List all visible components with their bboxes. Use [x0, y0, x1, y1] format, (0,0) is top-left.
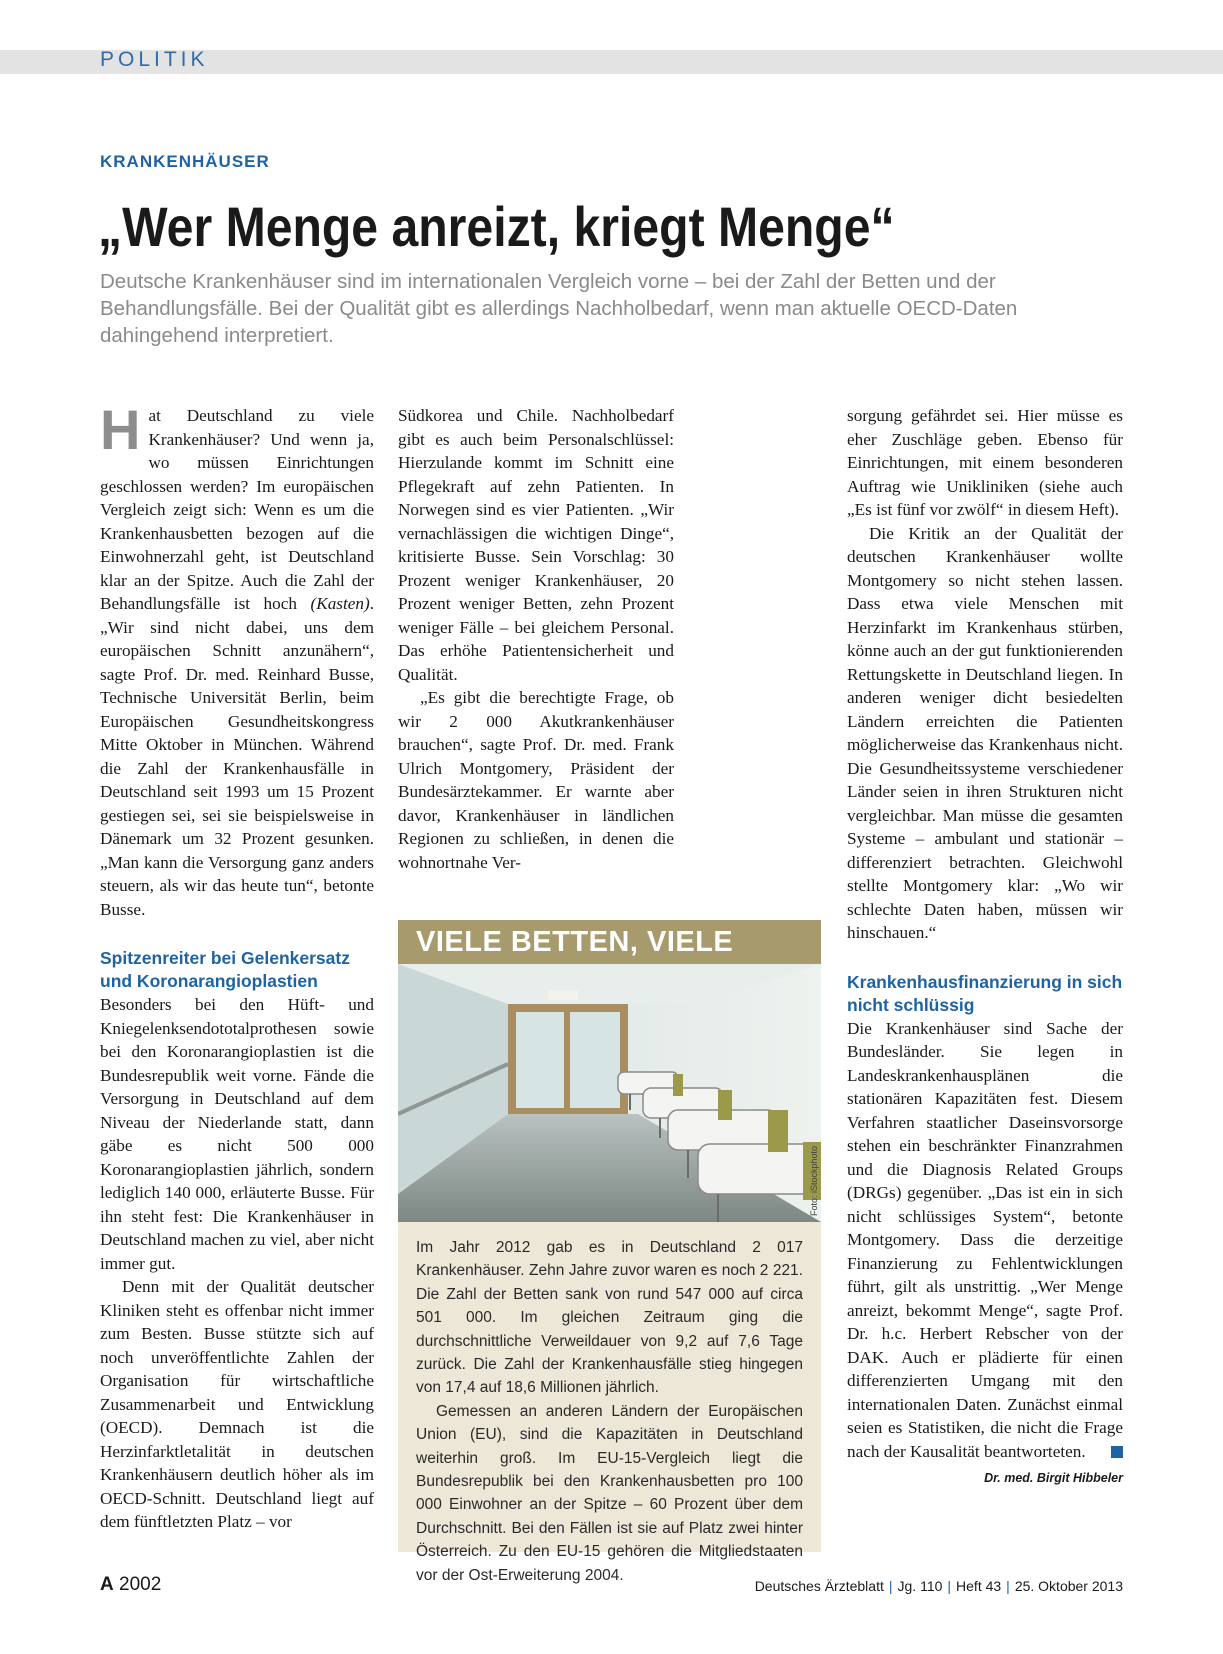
journal-name: Deutsches Ärzteblatt	[754, 1578, 884, 1594]
paragraph: Denn mit der Qualität deutscher Kliniken steht es offenbar nicht immer zum Besten. Busse stützte sich auf noch unveröffentlichte Zahlen der Organisation für wirtschaftliche Zusammenarbeit und Entwicklung (OECD). Demnach ist die Herzinfarktletalität in deutschen Krankenhäusern deutlich höher als im OECD-Schnitt. Deutschland liegt auf dem fünftletzten Platz – vor	[100, 1277, 374, 1531]
article-lead: Deutsche Krankenhäuser sind im internationalen Vergleich vorne – bei der Zahl der Betten und der Behandlungsfälle. Bei der Qualität gibt es allerdings Nachholbedarf, wenn man aktuelle OECD-Daten dahingehend interpretiert.	[100, 270, 1018, 347]
separator: |	[947, 1578, 952, 1594]
paragraph: Die Krankenhäuser sind Sache der Bundesländer. Sie legen in Landeskrankenhausplänen die stationären Kapazitäten fest. Diesem Verfahren staatlicher Daseinsvorsorge stehen ein beschränkter Finanzrahmen und die Diagnosis Related Groups (DRGs) gegenüber. „Das ist ein in sich nicht schlüssiges System“, betonte Montgomery. Dass die derzeitige Finanzierung zu Fehlentwicklungen führt, gilt als unstrittig. „Wer Menge anreizt, bekommt Menge“, sagte Prof. Dr. h.c. Herbert Rebscher von der DAK. Auch er plädierte für einen differenzierten Umgang mit den internationalen Daten. Zunächst einmal seien es Statistiken, die nicht die Frage nach der Kausalität beantworteten.	[847, 1018, 1123, 1461]
paragraph: Gemessen an anderen Ländern der Europäischen Union (EU), sind die Kapazitäten in Deutschland weiterhin groß. Im EU-15-Vergleich liegt die Bundesrepublik bei den Krankenhausbetten pro 100 000 Einwohner an der Spitze – 60 Prozent über dem Durchschnitt. Bei den Fällen ist sie auf Platz zwei hinter Österreich. Zu den EU-15 gehören die Mitgliedstaaten vor der Ost-Erweiterung 2004.	[416, 1402, 803, 1584]
text-column-2	[398, 404, 674, 874]
section-label: POLITIK	[100, 48, 209, 71]
info-box-text	[398, 1222, 821, 1587]
box-reference: (Kasten)	[310, 594, 370, 613]
article-kicker: KRANKENHÄUSER	[100, 152, 270, 171]
separator: |	[1006, 1578, 1010, 1594]
photo-credit: Foto: iStockphoto	[809, 1145, 819, 1216]
drop-cap: H	[100, 398, 141, 461]
paragraph: Im Jahr 2012 gab es in Deutschland 2 017 Krankenhäuser. Zehn Jahre zuvor waren es noch 2 221. Die Zahl der Betten sank von rund 547 000 auf circa 501 000. Im gleichen Zeitraum ging die durchschnittliche Verweildauer von 9,2 auf 7,6 Tage zurück. Die Zahl der Krankenhausfälle stieg hingegen von 17,4 auf 18,6 Millionen jährlich.	[416, 1239, 803, 1397]
paragraph: sorgung gefährdet sei. Hier müsse es eher Zuschläge geben. Ebenso für Einrichtungen, mit einem besonderen Auftrag wie Unikliniken (siehe auch „Es ist fünf vor zwölf“ in diesem Heft).	[847, 406, 1123, 519]
journal-issue: Heft 43	[956, 1578, 1002, 1594]
text-column-1	[100, 398, 375, 1534]
hospital-corridor-photo	[398, 964, 821, 1222]
page-number: A 2002	[100, 1574, 162, 1595]
paragraph: „Es gibt die berechtigte Frage, ob wir 2 000 Akutkrankenhäuser brauchen“, sagte Prof. Dr. med. Frank Ulrich Montgomery, Präsident der Bundesärztekammer. Er warnte aber davor, Krankenhäuser in ländlichen Regionen zu schließen, in denen die wohnortnahe Ver-	[398, 688, 674, 872]
subheading-1: Spitzenreiter bei Gelenkersatz und Koronarangioplastien	[100, 948, 350, 991]
paragraph: Besonders bei den Hüft- und Kniegelenksendototalprothesen sowie bei den Koronarangioplastien ist die Bundesrepublik weit vorne. Fände die Versorgung in Deutschland auf dem Niveau der Niederlande statt, dann gäbe es nicht 500 000 Koronarangioplastien jährlich, sondern lediglich 140 000, erläuterte Busse. Für ihn steht fest: Die Krankenhäuser in Deutschland machen zu viel, aber nicht immer gut.	[100, 995, 374, 1273]
separator: |	[888, 1578, 893, 1594]
paragraph: Südkorea und Chile. Nachholbedarf gibt es auch beim Personalschlüssel: Hierzulande kommt im Schnitt eine Pflegekraft auf zehn Patienten. In Norwegen sind es vier Patienten. „Wir vernachlässigen die wichtigen Dinge“, kritisierte Busse. Sein Vorschlag: 30 Prozent weniger Krankenhäuser, 20 Prozent weniger Betten, zehn Prozent weniger Fälle – bei gleichem Personal. Das erhöhe Patientensicherheit und Qualität.	[398, 406, 674, 684]
journal-info	[755, 1578, 1123, 1594]
article-headline: „Wer Menge anreizt, kriegt Menge“	[98, 195, 895, 258]
hospital-corridor-illustration	[398, 964, 821, 1222]
paragraph: Hat Deutschland zu viele Krankenhäuser? Und wenn ja, wo müssen Einrichtungen geschlossen werden? Im europäischen Vergleich zeigt sich: Wenn es um die Krankenhausbetten bezogen auf die Einwohnerzahl geht, ist Deutschland klar an der Spitze. Auch die Zahl der Behandlungsfälle ist hoch (Kasten). „Wir sind nicht dabei, uns dem europäischen Schnitt anzunähern“, sagte Prof. Dr. med. Reinhard Busse, Technische Universität Berlin, beim Europäischen Gesundheitskongress Mitte Oktober in München. Während die Zahl der Krankenhausfälle in Deutschland seit 1993 um 15 Prozent gestiegen sei, sei sie beispielsweise in Dänemark um 32 Prozent gesunken. „Man kann die Versorgung ganz anders steuern, als wir das heute tun“, betonte Busse.	[100, 398, 375, 919]
journal-date: 25. Oktober 2013	[1014, 1578, 1123, 1594]
journal-volume: Jg. 110	[897, 1578, 943, 1594]
paragraph: Die Kritik an der Qualität der deutschen Krankenhäuser wollte Montgomery so nicht stehen lassen. Dass etwa viele Menschen mit Herzinfarkt im Krankenhaus stürben, könne auch an der gut funktionierenden Rettungskette in Deutschland liegen. In anderen weniger dicht besiedelten Ländern erreichten die Patienten möglicherweise das Krankenhaus nicht. Die Gesundheitssysteme verschiedener Länder seien in ihren Strukturen nicht vergleichbar. Man müsse die gesamten Systeme – ambulant und stationär – differenziert betrachten. Gleichwohl stellte Montgomery klar: „Wo wir schlechte Daten haben, müssen wir hinschauen.“	[847, 523, 1123, 942]
author-byline: Dr. med. Birgit Hibbeler	[984, 1471, 1123, 1485]
info-box	[398, 920, 821, 1584]
end-mark-icon	[1111, 1446, 1123, 1458]
subheading-2: Krankenhausfinanzierung in sich nicht schlüssig	[847, 971, 1123, 1015]
info-box-title: VIELE BETTEN, VIELE	[398, 920, 821, 964]
text-column-3	[847, 404, 1123, 1491]
